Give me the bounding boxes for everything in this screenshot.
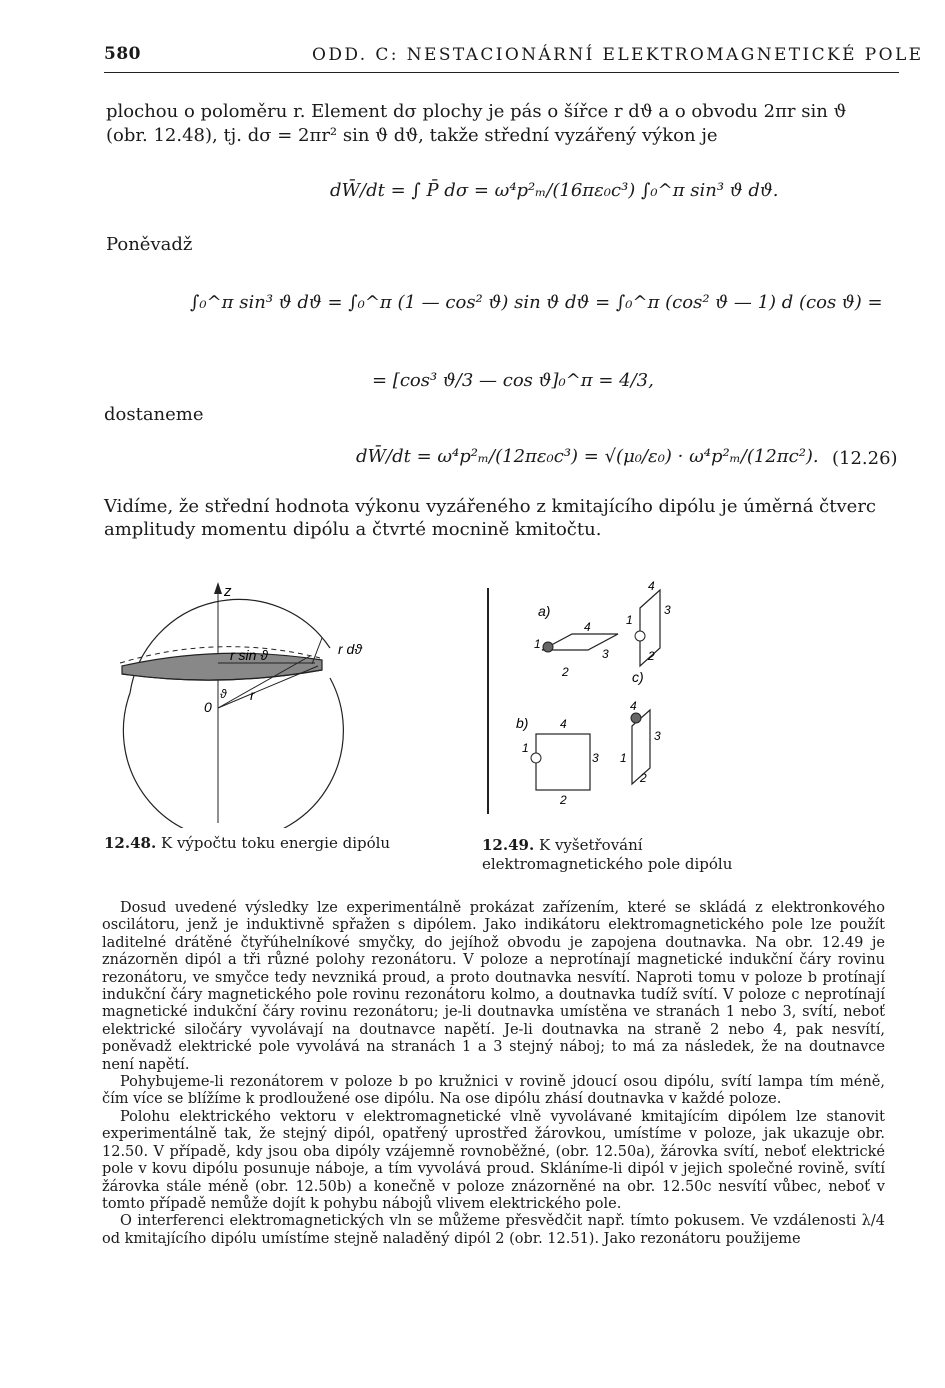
equation-4: dW̄/dt = ω⁴p²ₘ/(12πε₀c³) = √(μ₀/ε₀) · ω⁴p²ₘ/(12πc²). (356, 446, 819, 467)
c1-side-4: 4 (648, 579, 655, 593)
caption-12-49 (482, 836, 782, 874)
label-a: a) (538, 603, 551, 619)
body-paragraph-1: Dosud uvedené výsledky lze experimentálně prokázat zařízením, které se skládá z elektronkového oscilátoru, jenž je induktivně spřažen s dipólem. Jako indikátoru elektromagnetického pole lze použít laditelné drátěné čtyřúhelníkové smyčky, do jejíhož obvodu je zapojena doutnavka. Na obr. 12.49 je znázorněn dipól a tři různé polohy rezonátoru. V poloze a neprotínají magnetické indukční čáry rovinu rezonátoru, ve smyčce tedy nevzniká proud, a proto doutnavka nesvítí. Naproti tomu v poloze b protínají indukční čáry magnetického pole rovinu rezonátoru kolmo, a doutnavka tudíž svítí. V poloze c neprotínají magnetické indukční čáry rovinu rezonátoru; je-li doutnavka umístěna ve stranách 1 nebo 3, svítí, neboť elektrické siločáry vyvolávají na doutnavce napětí. Je-li doutnavka na straně 2 nebo 4, pak nesvítí, poněvadž elektrické pole vyvolává na stranách 1 a 3 stejný náboj; to má za následek, že na doutnavce není napětí. (102, 900, 885, 1073)
intro-line-1: plochou o poloměru r. Element dσ plochy je pás o šířce r dϑ a o obvodu 2πr sin ϑ (106, 101, 847, 122)
equation-number: (12.26) (832, 448, 898, 469)
caption-12-48-text: K výpočtu toku energie dipólu (160, 834, 391, 852)
body-paragraph-2: Pohybujeme-li rezonátorem v poloze b po kružnici v rovině jdoucí osou dipólu, svítí lampa tím méně, čím více se blížíme k prodloužené ose dipólu. Na ose dipólu zhásí doutnavka v každé poloze. (102, 1074, 885, 1108)
a-side-3: 3 (602, 647, 609, 661)
caption-12-48 (104, 834, 390, 853)
c2-side-4: 4 (630, 699, 637, 713)
b-side-1: 1 (522, 741, 529, 755)
conclusion-line-2: amplitudy momentu dipólu a čtvrté mocnině kmitočtu. (104, 519, 602, 540)
intro-line-2: (obr. 12.48), tj. dσ = 2πr² sin ϑ dϑ, takže střední vyzářený výkon je (106, 125, 718, 146)
caption-12-49-line-2: elektromagnetického pole dipólu (482, 855, 733, 873)
a-side-1: 1 (534, 637, 541, 651)
c1-side-2: 2 (648, 649, 655, 663)
c2-side-1: 1 (620, 751, 627, 765)
a-side-4: 4 (584, 620, 591, 634)
b-side-4: 4 (560, 717, 567, 731)
body-paragraph-3: Polohu elektrického vektoru v elektromagnetické vlně vyvolávané kmitajícím dipólem lze stanovit experimentálně tak, že stejný dipól, opatřený uprostřed žárovkou, umístíme v poloze, jak ukazuje obr. 12.50. V případě, kdy jsou oba dipóly vzájemně rovnoběžné, (obr. 12.50a), žárovka svítí, neboť elektrické pole v kovu dipólu posunuje náboje, a tím vyvolává proud. Skláníme-li dipól v jejich společné rovině, svítí žárovka stále méně (obr. 12.50b) a konečně v poloze znázorněné na obr. 12.50c nesvítí vůbec, neboť v tomto případě nemůže dojít k pohybu nábojů vlivem elektrického pole. (102, 1108, 885, 1212)
page-number: 580 (104, 44, 141, 64)
word-dostaneme: dostaneme (104, 404, 204, 425)
a-side-2: 2 (562, 665, 569, 679)
c2-side-3: 3 (654, 729, 661, 743)
label-z: z (224, 583, 232, 600)
label-origin: 0 (204, 699, 212, 715)
equation-3: = [cos³ ϑ/3 — cos ϑ]₀^π = 4/3, (372, 370, 654, 391)
body-text (102, 900, 885, 1248)
b-side-3: 3 (592, 751, 599, 765)
equation-2: ∫₀^π sin³ ϑ dϑ = ∫₀^π (1 — cos² ϑ) sin ϑ dϑ = ∫₀^π (cos² ϑ — 1) d (cos ϑ) = (190, 292, 883, 313)
label-b: b) (516, 715, 529, 731)
label-r-dtheta: r dϑ (338, 641, 363, 657)
b-side-2: 2 (560, 793, 567, 807)
label-r: r (250, 687, 255, 703)
header-divider (104, 72, 899, 73)
caption-12-48-number: 12.48. (104, 834, 157, 852)
c1-side-1: 1 (626, 613, 633, 627)
body-paragraph-4: O interferenci elektromagnetických vln se můžeme přesvědčit např. tímto pokusem. Ve vzdálenosti λ/4 od kmitajícího dipólu umístíme stejně naladěný dipól 2 (obr. 12.51). Jako rezonátoru použijeme (102, 1213, 885, 1247)
c1-side-3: 3 (664, 603, 671, 617)
equation-1: dW̄/dt = ∫ P̄ dσ = ω⁴p²ₘ/(16πε₀c³) ∫₀^π sin³ ϑ dϑ. (330, 180, 779, 201)
conclusion-line-1: Vidíme, že střední hodnota výkonu vyzářeného z kmitajícího dipólu je úměrná čtverc (104, 496, 877, 517)
label-r-sin-theta: r sin ϑ (230, 647, 269, 663)
label-theta: ϑ (220, 687, 227, 701)
figure-12-48-sphere (100, 578, 460, 828)
c2-side-2: 2 (640, 771, 647, 785)
running-title: ODD. C: NESTACIONÁRNÍ ELEKTROMAGNETICKÉ POLE (312, 45, 924, 65)
word-ponevadz: Poněvadž (106, 234, 193, 255)
label-c: c) (632, 669, 644, 685)
figure-12-49-resonators (480, 578, 700, 818)
caption-12-49-line-1: K vyšetřování (538, 836, 643, 854)
caption-12-49-number: 12.49. (482, 836, 535, 854)
